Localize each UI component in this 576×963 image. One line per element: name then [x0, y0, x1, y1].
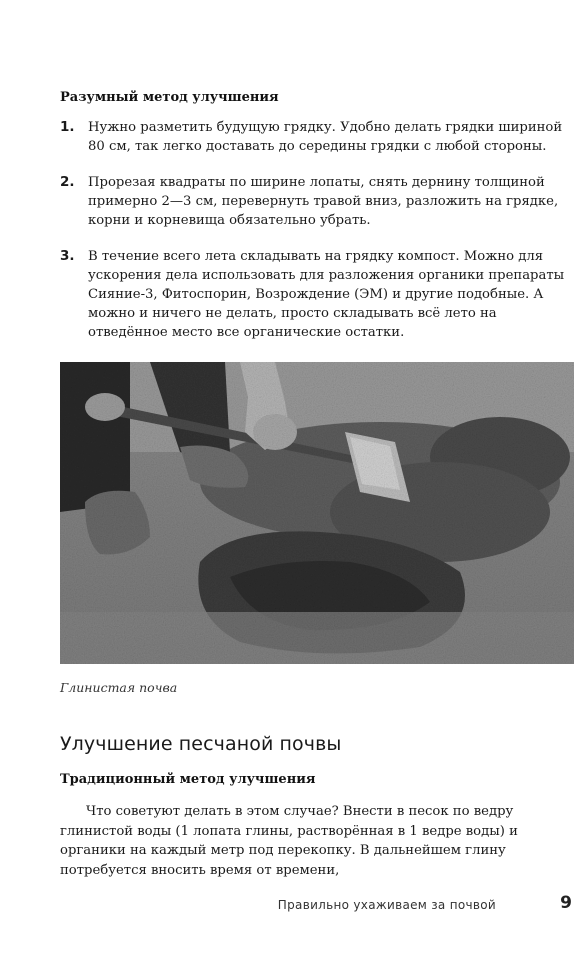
step-text: В течение всего лета складывать на грядку компост. Можно для ускорения дела использовать для разложения органики препараты Сияние-3, Фитоспорин, Возрождение (ЭМ) и другие подобные. А можно и ничего не делать, просто складывать всё лето на отведённое место все органические остатки. [88, 249, 565, 340]
figure-caption: Глинистая почва [60, 680, 178, 695]
section-title: Улучшение песчаной почвы [60, 733, 342, 755]
list-item [60, 173, 572, 230]
body-paragraph: Что советуют делать в этом случае? Внести в песок по ведру глинистой воды (1 лопата глины, растворённая в 1 ведре воды) и органики на каждый метр под перекопку. В дальнейшем глину потребуется вносить время от времени, [60, 804, 518, 878]
list-item [60, 247, 572, 342]
running-title: Правильно ухаживаем за почвой [277, 898, 496, 912]
traditional-method-heading: Традиционный метод улучшения [60, 772, 316, 787]
method-heading: Разумный метод улучшения [60, 90, 279, 105]
page-number: 9 [560, 893, 572, 913]
steps-list [60, 118, 572, 359]
clay-soil-photo [60, 362, 574, 664]
step-number: 1. [60, 119, 75, 135]
list-item [60, 118, 572, 156]
step-number: 3. [60, 248, 75, 264]
step-number: 2. [60, 174, 75, 190]
step-text: Нужно разметить будущую грядку. Удобно делать грядки шириной 80 см, так легко доставать до середины грядки с любой стороны. [88, 120, 563, 154]
step-text: Прорезая квадраты по ширине лопаты, снять дернину толщиной примерно 2—3 см, перевернуть травой вниз, разложить на грядке, корни и корневища обязательно убрать. [88, 175, 559, 228]
